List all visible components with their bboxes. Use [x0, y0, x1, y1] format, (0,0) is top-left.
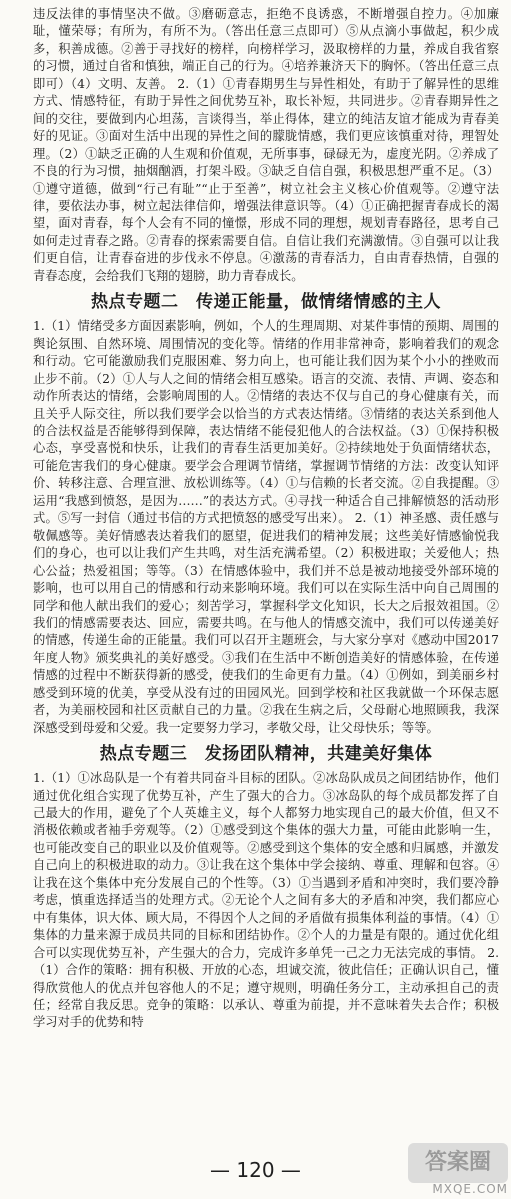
paragraph-topic2-answers: 1.（1）情绪受多方面因素影响，例如，个人的生理周期、对某件事情的预期、周围的舆论氛围、自然环境、周围情况的变化等。情绪的作用非常神奇，影响着我们的观念和行动。它可能激励我们克服困难、努力向上，也可能让我们因为某个小小的挫败而止步不前。（2）①人与人之间的情绪会相互感染。语言的交流、表情、声调、姿态和动作所表达的情绪，会影响周围的人。②情绪的表达不仅与自己的身心健康有关，而且关乎人际交往，所以我们要学会以恰当的方式表达情绪。③情绪的表达关系到他人的合法权益是否能够得到保障，表达情绪不能侵犯他人的合法权益。（3）①保持积极心态，享受喜悦和快乐，让我们的青春生活更加美好。②持续地处于负面情绪状态，可能危害我们的身心健康。要学会合理调节情绪，掌握调节情绪的方法：改变认知评价、转移注意、合理宣泄、放松训练等。（4）①与信赖的长者交流。②自我提醒。③运用“我感到愤怒，是因为……”的表达方式。④寻找一种适合自己排解愤怒的活动形式。⑤写一封信（通过书信的方式把愤怒的感受写出来）。 2.（1）神圣感、责任感与敬佩感等。美好情感表达着我们的愿望，促进我们的精神发展；这些美好情感愉悦我们的身心，也可以让我们产生共鸣，对生活充满希望。（2）积极进取；关爱他人；热心公益；热爱祖国；等等。（3）在情感体验中，我们并不总是被动地接受外部环境的影响，也可以用自己的情感和行动来影响环境。我们可以在实际生活中向自己周围的同学和他人献出我们的爱心；刻苦学习，掌握科学文化知识，长大之后报效祖国。②我们的情感需要表达、回应，需要共鸣。在与他人的情感交流中，我们可以传递美好的情感，传递生命的正能量。我们可以召开主题班会，与大家分享对《感动中国2017年度人物》颁奖典礼的美好感受。③我们在生活中不断创造美好的情感体验，在传递情感的过程中不断获得新的感受，使我们的生命更有力量。（4）①例如，到美丽乡村感受到环境的优美，享受从没有过的田园风光。回到学校和社区我就做一个环保志愿者，为美丽校园和社区贡献自己的力量。②我在生病之后，父母耐心地照顾我，我深深感受到母爱和父爱。我一定要努力学习，孝敬父母，让父母快乐；等等。: [33, 319, 499, 735]
watermark-logo: 答案圈: [408, 1143, 508, 1183]
section-heading-topic2: 热点专题二 传递正能量，做情绪情感的主人: [91, 292, 441, 313]
paragraph-topic3-answers: 1.（1）①冰岛队是一个有着共同奋斗目标的团队。②冰岛队成员之间团结协作，他们通过优化组合实现了优势互补，产生了强大的合力。③冰岛队的每个成员都发挥了自己最大的作用，避免了个人英雄主义，每个人都努力地实现自己的最大价值，但又不消极依赖或者袖手旁观等。（2）①感受到这个集体的强大力量，可能由此影响一生，也可能改变自己的职业以及价值观等。②感受到这个集体的安全感和归属感，并激发自己向上的积极进取的动力。③让我在这个集体中学会接纳、尊重、理解和包容。④让我在这个集体中充分发展自己的个性等。（3）①当遇到矛盾和冲突时，我们要冷静考虑，慎重选择适当的处理方式。②无论个人之间有多大的矛盾和冲突，我们都应心中有集体，识大体、顾大局，不得因个人之间的矛盾做有损集体利益的事情。（4）①集体的力量来源于成员共同的目标和团结协作。②个人的力量是有限的。通过优化组合可以实现优势互补，产生强大的合力，完成许多单凭一己之力无法完成的事情。 2.（1）合作的策略：拥有积极、开放的心态，坦诚交流，彼此信任；正确认识自己，懂得欣赏他人的优点并包容他人的不足；遵守规则，明确任务分工，主动承担自己的责任；经常自我反思。竞争的策略：以承认、尊重为前提，并不意味着失去合作；积极学习对手的优势和特: [33, 771, 499, 1030]
page-number: — 120 —: [210, 1158, 301, 1182]
section-heading-topic3: 热点专题三 发扬团队精神，共建美好集体: [99, 744, 433, 765]
page-content: [33, 6, 499, 1032]
paragraph-topic1-answers: 违反法律的事情坚决不做。③磨砺意志，拒绝不良诱惑，不断增强自控力。④加廉耻，懂荣辱；有所为，有所不为。（答出任意三点即可）⑤从点滴小事做起，积少成多，积善成德。②善于寻找好的榜样，向榜样学习，汲取榜样的力量，养成自我省察的习惯，通过自省和慎独，端正自己的行为。④培养兼济天下的胸怀。（答出任意三点即可）（4）文明、友善。 2.（1）①青春期男生与异性相处，有助于了解异性的思维方式、情感特征，有助于异性之间优势互补，取长补短，共同进步。②青春期异性之间的交往，要做到内心坦荡，言谈得当，举止得体，建立的纯洁友谊才能成为青春美好的见证。③面对生活中出现的异性之间的朦胧情感，我们更应该慎重对待，理智处理。（2）①缺乏正确的人生观和价值观，无所事事，碌碌无为，虚度光阴。②养成了不良的行为习惯，抽烟酗酒，打架斗殴。③缺乏自信自强，积极思想严重不足。（3）①遵守道德，做到“行己有耻”“止于至善”，树立社会主义核心价值观等。②遵守法律，要依法办事，树立起法律信仰，增强法律意识等。（4）①正确把握青春成长的渴望，面对青春，每个人会有不同的憧憬，形成不同的理想，规划青春路径，思考自己如何走过青春之路。②青春的探索需要自信。自信让我们充满激情。③自强可以让我们更自信，让青春奋进的步伐永不停息。④激荡的青春活力，自由青春热情，自强的青春态度，会给我们飞翔的翅膀，助力青春成长。: [33, 7, 499, 283]
watermark-site: MXQE.COM: [432, 1182, 508, 1196]
